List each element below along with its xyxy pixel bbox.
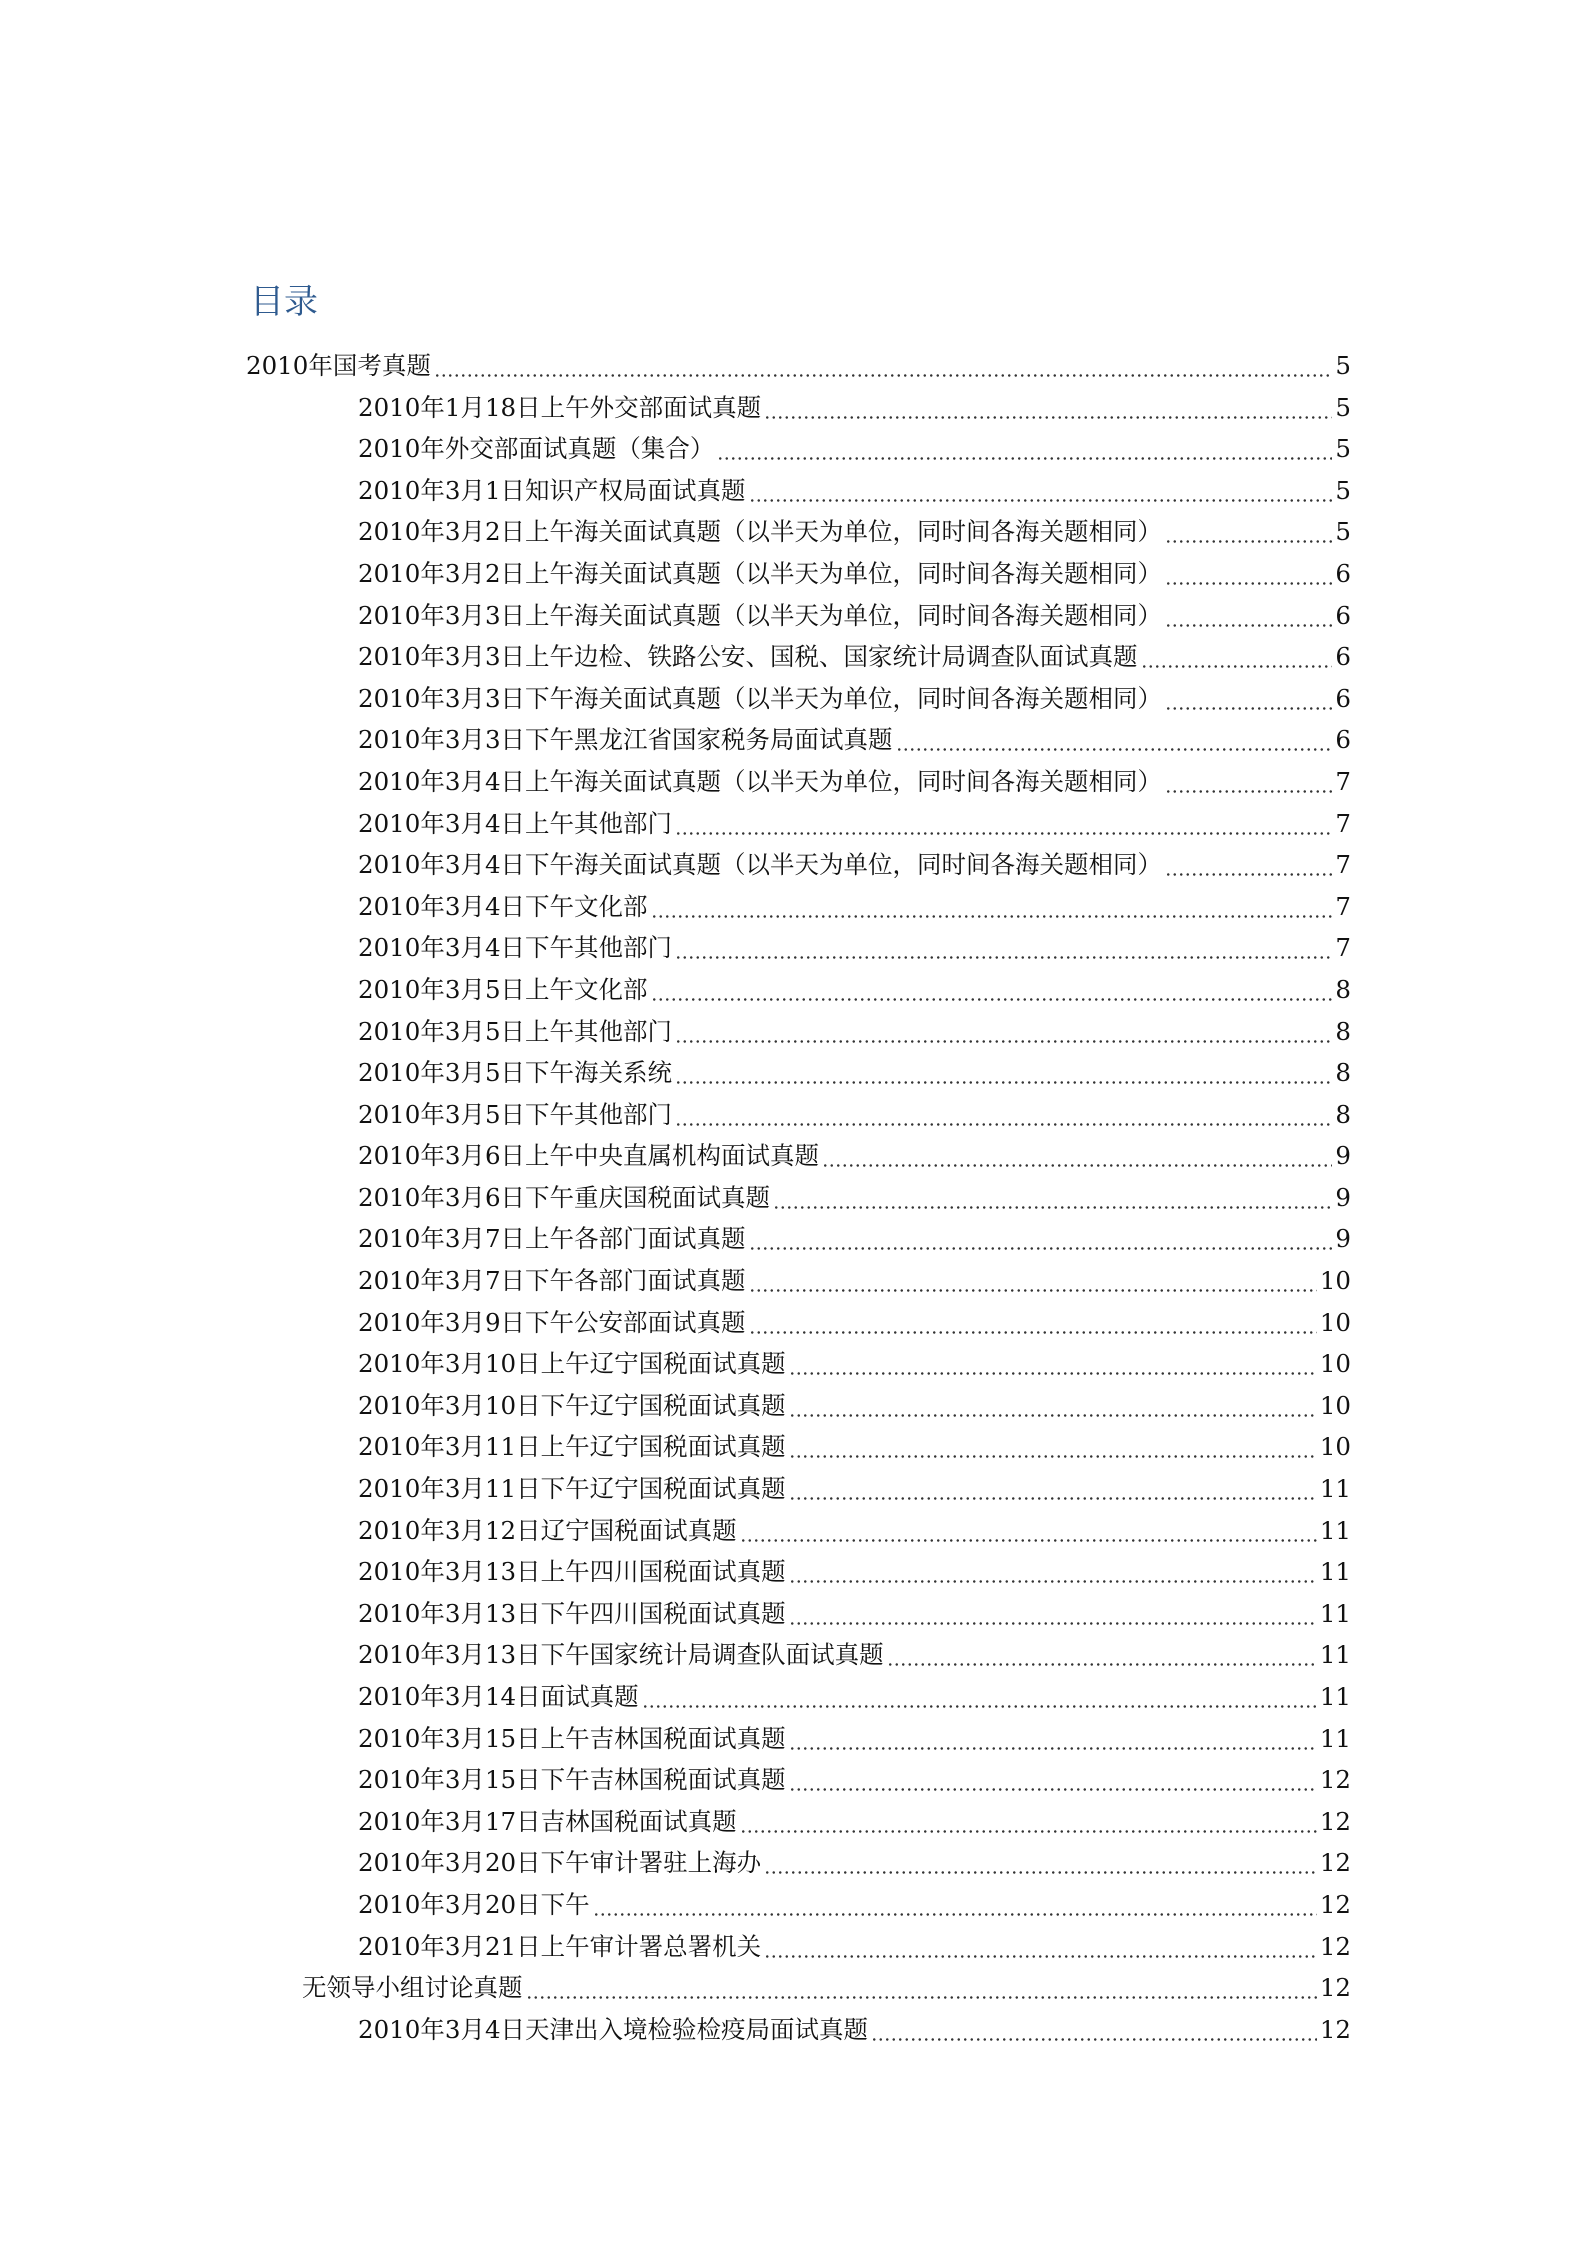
- toc-entry[interactable]: [246, 1759, 1351, 1801]
- toc-entry-page-number: 11: [1319, 1557, 1351, 1587]
- toc-entry-label: 2010年3月11日上午辽宁国税面试真题: [358, 1432, 786, 1462]
- toc-entry-label: 2010年3月5日上午其他部门: [358, 1016, 673, 1046]
- toc-entry-page-number: 10: [1319, 1349, 1351, 1379]
- toc-dot-leader: [740, 1801, 1317, 1843]
- toc-entry-page-number: 8: [1335, 1016, 1351, 1046]
- toc-entry[interactable]: [246, 1177, 1351, 1219]
- toc-dot-leader: [749, 470, 1333, 512]
- toc-title: 目录: [250, 282, 318, 322]
- toc-entry[interactable]: [246, 844, 1351, 886]
- toc-entry-label: 2010年3月15日上午吉林国税面试真题: [358, 1723, 786, 1753]
- toc-entry-label: 2010年3月13日下午四川国税面试真题: [358, 1598, 786, 1628]
- toc-dot-leader: [675, 927, 1332, 969]
- toc-entry-page-number: 6: [1335, 558, 1351, 588]
- toc-dot-leader: [789, 1343, 1317, 1385]
- toc-entry[interactable]: [246, 1052, 1351, 1094]
- toc-entry[interactable]: [246, 719, 1351, 761]
- toc-dot-leader: [887, 1634, 1317, 1676]
- toc-entry-page-number: 11: [1319, 1640, 1351, 1670]
- toc-dot-leader: [1165, 844, 1332, 886]
- toc-entry[interactable]: [246, 886, 1351, 928]
- toc-entry-label: 2010年3月1日知识产权局面试真题: [358, 475, 746, 505]
- toc-entry-page-number: 6: [1335, 600, 1351, 630]
- toc-entry-label: 2010年3月4日下午海关面试真题（以半天为单位，同时间各海关题相同）: [358, 850, 1163, 880]
- toc-dot-leader: [749, 1260, 1317, 1302]
- toc-dot-leader: [789, 1593, 1317, 1635]
- toc-entry-label: 2010年外交部面试真题（集合）: [358, 434, 715, 464]
- toc-entry[interactable]: [246, 428, 1351, 470]
- toc-entry-label: 2010年3月4日上午海关面试真题（以半天为单位，同时间各海关题相同）: [358, 766, 1163, 796]
- toc-entry-label: 2010年3月21日上午审计署总署机关: [358, 1931, 762, 1961]
- toc-dot-leader: [675, 803, 1332, 845]
- toc-dot-leader: [1165, 678, 1332, 720]
- toc-dot-leader: [1141, 636, 1333, 678]
- toc-entry-page-number: 11: [1319, 1598, 1351, 1628]
- toc-entry-label: 2010年3月2日上午海关面试真题（以半天为单位，同时间各海关题相同）: [358, 517, 1163, 547]
- toc-dot-leader: [1165, 553, 1332, 595]
- toc-entry[interactable]: [246, 761, 1351, 803]
- toc-entry[interactable]: [246, 553, 1351, 595]
- toc-entry[interactable]: [246, 1926, 1351, 1968]
- toc-entry-label: 2010年3月5日下午其他部门: [358, 1099, 673, 1129]
- toc-dot-leader: [789, 1718, 1317, 1760]
- toc-entry[interactable]: [246, 803, 1351, 845]
- toc-entry[interactable]: [246, 969, 1351, 1011]
- toc-entry-page-number: 7: [1335, 850, 1351, 880]
- toc-entry[interactable]: [246, 1135, 1351, 1177]
- toc-entry[interactable]: [246, 387, 1351, 429]
- toc-entry[interactable]: [246, 1343, 1351, 1385]
- toc-dot-leader: [749, 1302, 1317, 1344]
- toc-entry[interactable]: [246, 1260, 1351, 1302]
- toc-entry[interactable]: [246, 1385, 1351, 1427]
- toc-entry-page-number: 11: [1319, 1474, 1351, 1504]
- toc-entry-label: 2010年3月4日上午其他部门: [358, 808, 673, 838]
- toc-entry-page-number: 11: [1319, 1682, 1351, 1711]
- toc-entry-page-number: 7: [1335, 933, 1351, 963]
- toc-entry-page-number: 8: [1335, 1058, 1351, 1088]
- toc-dot-leader: [789, 1759, 1317, 1801]
- toc-dot-leader: [740, 1510, 1317, 1552]
- toc-entry[interactable]: [246, 678, 1351, 720]
- toc-entry[interactable]: [246, 1634, 1351, 1676]
- toc-entry-label: 2010年3月4日下午文化部: [358, 891, 648, 921]
- toc-entry-label: 2010年3月5日上午文化部: [358, 974, 648, 1004]
- toc-entry[interactable]: [246, 1302, 1351, 1344]
- toc-entry-page-number: 6: [1335, 725, 1351, 755]
- toc-entry-label: 无领导小组讨论真题: [302, 1973, 523, 2003]
- toc-entry-page-number: 12: [1319, 1889, 1351, 1919]
- toc-entry-page-number: 11: [1319, 1515, 1351, 1545]
- toc-entry-label: 2010年3月4日天津出入境检验检疫局面试真题: [358, 2014, 869, 2044]
- toc-entry-page-number: 5: [1335, 392, 1351, 422]
- toc-dot-leader: [871, 2009, 1317, 2051]
- toc-entry-page-number: 8: [1335, 974, 1351, 1004]
- toc-entry[interactable]: [246, 511, 1351, 553]
- toc-dot-leader: [651, 886, 1333, 928]
- toc-dot-leader: [593, 1884, 1317, 1926]
- toc-list: [246, 345, 1351, 2050]
- toc-entry[interactable]: [246, 1801, 1351, 1843]
- toc-entry-label: 2010年3月12日辽宁国税面试真题: [358, 1515, 737, 1545]
- toc-entry-page-number: 5: [1335, 351, 1351, 380]
- toc-dot-leader: [789, 1468, 1317, 1510]
- toc-entry-label: 2010年3月3日上午海关面试真题（以半天为单位，同时间各海关题相同）: [358, 600, 1163, 630]
- toc-entry-page-number: 10: [1319, 1432, 1351, 1462]
- toc-entry-label: 2010年3月6日下午重庆国税面试真题: [358, 1182, 771, 1212]
- toc-entry-page-number: 9: [1335, 1182, 1351, 1212]
- toc-entry-page-number: 8: [1335, 1099, 1351, 1129]
- toc-entry-label: 2010年3月7日上午各部门面试真题: [358, 1224, 746, 1254]
- toc-dot-leader: [822, 1135, 1332, 1177]
- toc-dot-leader: [1165, 511, 1332, 553]
- toc-dot-leader: [675, 1052, 1332, 1094]
- toc-entry[interactable]: [246, 1884, 1351, 1926]
- toc-entry-page-number: 10: [1319, 1307, 1351, 1337]
- toc-entry-label: 2010年3月20日下午: [358, 1889, 590, 1919]
- toc-dot-leader: [896, 719, 1333, 761]
- toc-entry[interactable]: [246, 927, 1351, 969]
- toc-entry-label: 2010年3月13日上午四川国税面试真题: [358, 1557, 786, 1587]
- toc-entry-page-number: 12: [1319, 1765, 1351, 1795]
- toc-dot-leader: [717, 428, 1332, 470]
- toc-entry-label: 2010年3月7日下午各部门面试真题: [358, 1266, 746, 1296]
- toc-dot-leader: [434, 345, 1333, 387]
- toc-entry-page-number: 7: [1335, 891, 1351, 921]
- toc-entry-label: 2010年3月6日上午中央直属机构面试真题: [358, 1141, 820, 1171]
- toc-entry[interactable]: [246, 1510, 1351, 1552]
- toc-entry-page-number: 5: [1335, 475, 1351, 505]
- toc-dot-leader: [1165, 761, 1332, 803]
- toc-entry[interactable]: [246, 1551, 1351, 1593]
- toc-dot-leader: [764, 387, 1332, 429]
- toc-dot-leader: [773, 1177, 1332, 1219]
- toc-entry-label: 2010年3月13日下午国家统计局调查队面试真题: [358, 1640, 884, 1670]
- toc-entry[interactable]: [246, 636, 1351, 678]
- toc-entry-label: 2010年3月10日上午辽宁国税面试真题: [358, 1349, 786, 1379]
- toc-entry-label: 2010年3月4日下午其他部门: [358, 933, 673, 963]
- toc-dot-leader: [764, 1926, 1317, 1968]
- toc-dot-leader: [642, 1676, 1317, 1718]
- toc-dot-leader: [675, 1094, 1332, 1136]
- toc-entry-page-number: 12: [1319, 1973, 1351, 2003]
- toc-entry-label: 2010年3月3日下午黑龙江省国家税务局面试真题: [358, 725, 893, 755]
- toc-entry-label: 2010年3月3日上午边检、铁路公安、国税、国家统计局调查队面试真题: [358, 642, 1138, 672]
- toc-dot-leader: [1165, 595, 1332, 637]
- toc-dot-leader: [749, 1218, 1333, 1260]
- toc-entry-page-number: 5: [1335, 517, 1351, 547]
- toc-entry-label: 2010年3月14日面试真题: [358, 1682, 639, 1711]
- toc-entry[interactable]: [246, 1094, 1351, 1136]
- toc-entry-page-number: 10: [1319, 1390, 1351, 1420]
- toc-entry-label: 2010年国考真题: [246, 351, 431, 380]
- toc-dot-leader: [526, 1967, 1317, 2009]
- toc-entry-label: 2010年3月9日下午公安部面试真题: [358, 1307, 746, 1337]
- toc-entry-label: 2010年3月17日吉林国税面试真题: [358, 1806, 737, 1836]
- toc-entry[interactable]: [246, 470, 1351, 512]
- toc-entry-page-number: 12: [1319, 1806, 1351, 1836]
- toc-entry-page-number: 6: [1335, 642, 1351, 672]
- toc-entry[interactable]: [246, 2009, 1351, 2051]
- toc-dot-leader: [764, 1842, 1317, 1884]
- toc-entry[interactable]: [246, 1218, 1351, 1260]
- toc-entry-page-number: 12: [1319, 1931, 1351, 1961]
- toc-entry-page-number: 9: [1335, 1141, 1351, 1171]
- toc-entry-page-number: 12: [1319, 1848, 1351, 1878]
- toc-entry[interactable]: [246, 1426, 1351, 1468]
- toc-entry-page-number: 6: [1335, 683, 1351, 713]
- toc-entry[interactable]: [246, 1011, 1351, 1053]
- toc-entry-label: 2010年3月3日下午海关面试真题（以半天为单位，同时间各海关题相同）: [358, 683, 1163, 713]
- toc-entry[interactable]: [246, 595, 1351, 637]
- toc-entry[interactable]: [246, 1967, 1351, 2009]
- toc-entry[interactable]: [246, 1718, 1351, 1760]
- toc-entry-label: 2010年3月2日上午海关面试真题（以半天为单位，同时间各海关题相同）: [358, 558, 1163, 588]
- toc-dot-leader: [651, 969, 1333, 1011]
- toc-dot-leader: [675, 1011, 1332, 1053]
- toc-entry-page-number: 11: [1319, 1723, 1351, 1753]
- toc-entry-page-number: 5: [1335, 434, 1351, 464]
- toc-dot-leader: [789, 1426, 1317, 1468]
- toc-entry[interactable]: [246, 345, 1351, 387]
- toc-entry-page-number: 9: [1335, 1224, 1351, 1254]
- toc-dot-leader: [789, 1385, 1317, 1427]
- toc-entry-label: 2010年3月11日下午辽宁国税面试真题: [358, 1474, 786, 1504]
- toc-entry[interactable]: [246, 1468, 1351, 1510]
- toc-entry-page-number: 7: [1335, 808, 1351, 838]
- toc-entry-label: 2010年3月20日下午审计署驻上海办: [358, 1848, 762, 1878]
- toc-entry[interactable]: [246, 1676, 1351, 1718]
- toc-entry-label: 2010年3月10日下午辽宁国税面试真题: [358, 1390, 786, 1420]
- toc-entry-page-number: 12: [1319, 2014, 1351, 2044]
- toc-entry-label: 2010年3月15日下午吉林国税面试真题: [358, 1765, 786, 1795]
- toc-dot-leader: [789, 1551, 1317, 1593]
- toc-entry[interactable]: [246, 1842, 1351, 1884]
- toc-entry-page-number: 7: [1335, 766, 1351, 796]
- toc-entry-label: 2010年3月5日下午海关系统: [358, 1058, 673, 1088]
- toc-entry-label: 2010年1月18日上午外交部面试真题: [358, 392, 762, 422]
- toc-entry[interactable]: [246, 1593, 1351, 1635]
- toc-entry-page-number: 10: [1319, 1266, 1351, 1296]
